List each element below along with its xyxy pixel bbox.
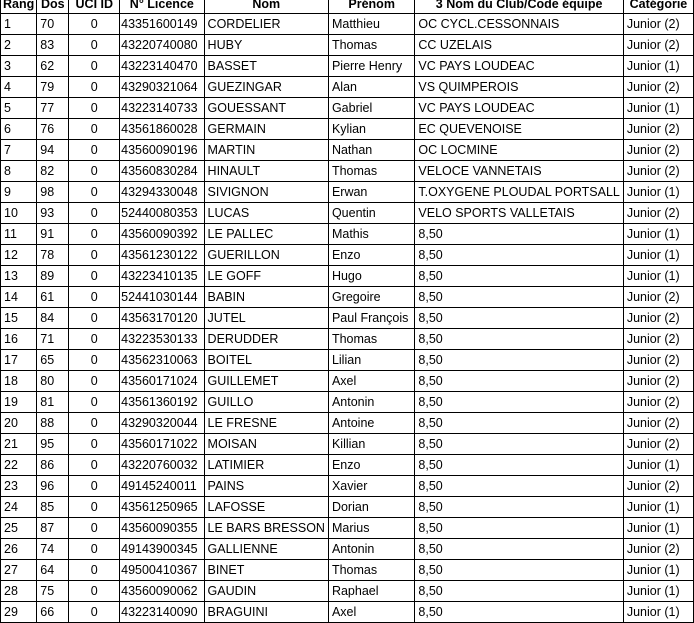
cell-nom: LE BARS BRESSON: [204, 518, 328, 539]
cell-dos: 77: [37, 98, 69, 119]
cell-club: 8,50: [415, 371, 623, 392]
cell-licence: 43562310063: [120, 350, 204, 371]
cell-prenom: Axel: [328, 371, 414, 392]
cell-rang: 7: [1, 140, 37, 161]
cell-nom: LAFOSSE: [204, 497, 328, 518]
cell-rang: 27: [1, 560, 37, 581]
cell-dos: 78: [37, 245, 69, 266]
cell-categorie: Junior (1): [623, 602, 693, 623]
cell-categorie: Junior (1): [623, 455, 693, 476]
cell-club: 8,50: [415, 413, 623, 434]
cell-uci-id: 0: [69, 455, 120, 476]
cell-prenom: Antonin: [328, 392, 414, 413]
cell-prenom: Axel: [328, 602, 414, 623]
cell-prenom: Xavier: [328, 476, 414, 497]
header-uci-id: UCI ID: [69, 0, 120, 14]
table-row: [1, 329, 694, 350]
cell-club: 8,50: [415, 308, 623, 329]
cell-club: 8,50: [415, 245, 623, 266]
table-row: [1, 392, 694, 413]
cell-prenom: Killian: [328, 434, 414, 455]
header-dos: Dos: [37, 0, 69, 14]
cell-club: T.OXYGENE PLOUDAL PORTSALL: [415, 182, 623, 203]
cell-categorie: Junior (2): [623, 14, 693, 35]
cell-dos: 80: [37, 371, 69, 392]
cell-prenom: Marius: [328, 518, 414, 539]
cell-uci-id: 0: [69, 392, 120, 413]
cell-nom: GUERILLON: [204, 245, 328, 266]
cell-licence: 52441030144: [120, 287, 204, 308]
cell-uci-id: 0: [69, 413, 120, 434]
cell-nom: HINAULT: [204, 161, 328, 182]
cell-nom: MOISAN: [204, 434, 328, 455]
table-row: [1, 539, 694, 560]
cell-uci-id: 0: [69, 14, 120, 35]
cell-prenom: Mathis: [328, 224, 414, 245]
cell-club: 8,50: [415, 434, 623, 455]
cell-nom: GUILLEMET: [204, 371, 328, 392]
cell-categorie: Junior (1): [623, 245, 693, 266]
cell-licence: 43561230122: [120, 245, 204, 266]
table-row: [1, 287, 694, 308]
cell-categorie: Junior (1): [623, 497, 693, 518]
cell-club: CC UZELAIS: [415, 35, 623, 56]
cell-nom: LUCAS: [204, 203, 328, 224]
cell-rang: 10: [1, 203, 37, 224]
cell-rang: 4: [1, 77, 37, 98]
cell-dos: 85: [37, 497, 69, 518]
cell-categorie: Junior (2): [623, 539, 693, 560]
cell-uci-id: 0: [69, 350, 120, 371]
table-row: [1, 350, 694, 371]
cell-licence: 43290321064: [120, 77, 204, 98]
cell-licence: 43220760032: [120, 455, 204, 476]
cell-uci-id: 0: [69, 203, 120, 224]
cell-dos: 66: [37, 602, 69, 623]
cell-rang: 29: [1, 602, 37, 623]
table-row: [1, 308, 694, 329]
cell-categorie: Junior (2): [623, 35, 693, 56]
cell-prenom: Hugo: [328, 266, 414, 287]
cell-rang: 21: [1, 434, 37, 455]
table-row: [1, 140, 694, 161]
cell-prenom: Enzo: [328, 455, 414, 476]
table-row: [1, 560, 694, 581]
cell-club: 8,50: [415, 581, 623, 602]
cell-licence: 43560830284: [120, 161, 204, 182]
table-row: [1, 413, 694, 434]
cell-licence: 49143900345: [120, 539, 204, 560]
cell-nom: GALLIENNE: [204, 539, 328, 560]
cell-nom: BRAGUINI: [204, 602, 328, 623]
table-row: [1, 371, 694, 392]
cell-nom: GUEZINGAR: [204, 77, 328, 98]
cell-prenom: Gabriel: [328, 98, 414, 119]
cell-categorie: Junior (2): [623, 203, 693, 224]
cell-rang: 28: [1, 581, 37, 602]
table-row: [1, 245, 694, 266]
cell-categorie: Junior (2): [623, 350, 693, 371]
cell-rang: 1: [1, 14, 37, 35]
cell-rang: 5: [1, 98, 37, 119]
cell-nom: SIVIGNON: [204, 182, 328, 203]
cell-club: 8,50: [415, 392, 623, 413]
cell-rang: 26: [1, 539, 37, 560]
header-rang: Rang: [1, 0, 37, 14]
cell-dos: 76: [37, 119, 69, 140]
cell-rang: 8: [1, 161, 37, 182]
cell-club: VC PAYS LOUDEAC: [415, 98, 623, 119]
cell-categorie: Junior (1): [623, 518, 693, 539]
cell-dos: 65: [37, 350, 69, 371]
cell-club: 8,50: [415, 497, 623, 518]
cell-dos: 81: [37, 392, 69, 413]
cell-dos: 62: [37, 56, 69, 77]
cell-nom: GUILLO: [204, 392, 328, 413]
cell-rang: 20: [1, 413, 37, 434]
table-row: [1, 56, 694, 77]
table-row: [1, 518, 694, 539]
cell-uci-id: 0: [69, 161, 120, 182]
cell-nom: LE FRESNE: [204, 413, 328, 434]
cell-licence: 52440080353: [120, 203, 204, 224]
cell-nom: BASSET: [204, 56, 328, 77]
cell-categorie: Junior (1): [623, 581, 693, 602]
table-body: [1, 14, 694, 623]
cell-licence: 43561360192: [120, 392, 204, 413]
table-row: [1, 497, 694, 518]
cell-dos: 84: [37, 308, 69, 329]
cell-prenom: Erwan: [328, 182, 414, 203]
cell-nom: LE GOFF: [204, 266, 328, 287]
cell-club: 8,50: [415, 602, 623, 623]
cell-prenom: Nathan: [328, 140, 414, 161]
header-club: 3 Nom du Club/Code équipe: [415, 0, 623, 14]
cell-club: VS QUIMPEROIS: [415, 77, 623, 98]
cell-licence: 43220740080: [120, 35, 204, 56]
cell-categorie: Junior (2): [623, 77, 693, 98]
cell-uci-id: 0: [69, 98, 120, 119]
cell-licence: 43223410135: [120, 266, 204, 287]
cell-uci-id: 0: [69, 308, 120, 329]
cell-uci-id: 0: [69, 371, 120, 392]
table-row: [1, 161, 694, 182]
cell-categorie: Junior (1): [623, 56, 693, 77]
cell-uci-id: 0: [69, 497, 120, 518]
table-row: [1, 581, 694, 602]
cell-categorie: Junior (2): [623, 434, 693, 455]
cell-prenom: Thomas: [328, 329, 414, 350]
cell-licence: 43560171024: [120, 371, 204, 392]
cell-rang: 3: [1, 56, 37, 77]
cell-rang: 9: [1, 182, 37, 203]
cell-categorie: Junior (2): [623, 392, 693, 413]
cell-licence: 43223530133: [120, 329, 204, 350]
cell-rang: 18: [1, 371, 37, 392]
header-nom: Nom: [204, 0, 328, 14]
cell-licence: 43560171022: [120, 434, 204, 455]
cell-uci-id: 0: [69, 539, 120, 560]
cell-licence: 43560090196: [120, 140, 204, 161]
cell-nom: HUBY: [204, 35, 328, 56]
cell-uci-id: 0: [69, 56, 120, 77]
cell-categorie: Junior (1): [623, 560, 693, 581]
cell-licence: 43223140733: [120, 98, 204, 119]
cell-uci-id: 0: [69, 518, 120, 539]
cell-uci-id: 0: [69, 182, 120, 203]
cell-categorie: Junior (2): [623, 476, 693, 497]
cell-categorie: Junior (2): [623, 371, 693, 392]
cell-dos: 64: [37, 560, 69, 581]
cell-prenom: Enzo: [328, 245, 414, 266]
cell-nom: LE PALLEC: [204, 224, 328, 245]
cell-licence: 43560090392: [120, 224, 204, 245]
cell-categorie: Junior (2): [623, 329, 693, 350]
cell-uci-id: 0: [69, 434, 120, 455]
cell-uci-id: 0: [69, 119, 120, 140]
cell-nom: BABIN: [204, 287, 328, 308]
cell-prenom: Antoine: [328, 413, 414, 434]
cell-club: OC LOCMINE: [415, 140, 623, 161]
cell-nom: BOITEL: [204, 350, 328, 371]
cell-prenom: Pierre Henry: [328, 56, 414, 77]
cell-rang: 14: [1, 287, 37, 308]
cell-club: VELOCE VANNETAIS: [415, 161, 623, 182]
cell-club: 8,50: [415, 350, 623, 371]
table-row: [1, 266, 694, 287]
header-row: [1, 0, 694, 14]
cell-categorie: Junior (2): [623, 308, 693, 329]
cell-dos: 94: [37, 140, 69, 161]
table-row: [1, 98, 694, 119]
cell-club: 8,50: [415, 518, 623, 539]
cell-rang: 15: [1, 308, 37, 329]
table-row: [1, 476, 694, 497]
cell-dos: 71: [37, 329, 69, 350]
cell-prenom: Gregoire: [328, 287, 414, 308]
cell-dos: 93: [37, 203, 69, 224]
cell-prenom: Paul François: [328, 308, 414, 329]
cell-categorie: Junior (2): [623, 119, 693, 140]
cell-nom: DERUDDER: [204, 329, 328, 350]
cell-dos: 75: [37, 581, 69, 602]
cell-dos: 79: [37, 77, 69, 98]
cell-licence: 43560090062: [120, 581, 204, 602]
cell-nom: GOUESSANT: [204, 98, 328, 119]
cell-club: EC QUEVENOISE: [415, 119, 623, 140]
cell-uci-id: 0: [69, 329, 120, 350]
cell-dos: 96: [37, 476, 69, 497]
cell-rang: 25: [1, 518, 37, 539]
cell-uci-id: 0: [69, 266, 120, 287]
cell-categorie: Junior (1): [623, 266, 693, 287]
cell-nom: CORDELIER: [204, 14, 328, 35]
cell-rang: 23: [1, 476, 37, 497]
cell-licence: 49145240011: [120, 476, 204, 497]
cell-licence: 43563170120: [120, 308, 204, 329]
cell-rang: 13: [1, 266, 37, 287]
cell-dos: 82: [37, 161, 69, 182]
cell-dos: 61: [37, 287, 69, 308]
cell-club: 8,50: [415, 329, 623, 350]
cell-club: 8,50: [415, 266, 623, 287]
cell-uci-id: 0: [69, 581, 120, 602]
cell-nom: MARTIN: [204, 140, 328, 161]
cell-licence: 43290320044: [120, 413, 204, 434]
cell-uci-id: 0: [69, 77, 120, 98]
cell-dos: 98: [37, 182, 69, 203]
cell-club: VELO SPORTS VALLETAIS: [415, 203, 623, 224]
table-row: [1, 77, 694, 98]
cell-categorie: Junior (1): [623, 224, 693, 245]
cell-uci-id: 0: [69, 224, 120, 245]
cell-uci-id: 0: [69, 602, 120, 623]
cell-licence: 49500410367: [120, 560, 204, 581]
cell-club: VC PAYS LOUDEAC: [415, 56, 623, 77]
cell-licence: 43561250965: [120, 497, 204, 518]
cell-prenom: Matthieu: [328, 14, 414, 35]
cell-dos: 89: [37, 266, 69, 287]
cell-licence: 43561860028: [120, 119, 204, 140]
cell-licence: 43223140470: [120, 56, 204, 77]
cell-prenom: Lilian: [328, 350, 414, 371]
table-row: [1, 14, 694, 35]
cell-uci-id: 0: [69, 245, 120, 266]
cell-prenom: Raphael: [328, 581, 414, 602]
cell-club: 8,50: [415, 476, 623, 497]
cell-nom: LATIMIER: [204, 455, 328, 476]
table-row: [1, 119, 694, 140]
header-categorie: Catégorie: [623, 0, 693, 14]
cell-prenom: Antonin: [328, 539, 414, 560]
cell-prenom: Thomas: [328, 560, 414, 581]
cell-club: 8,50: [415, 287, 623, 308]
cell-nom: PAINS: [204, 476, 328, 497]
cell-categorie: Junior (2): [623, 140, 693, 161]
cell-rang: 11: [1, 224, 37, 245]
cell-dos: 95: [37, 434, 69, 455]
table-row: [1, 455, 694, 476]
cell-rang: 16: [1, 329, 37, 350]
cell-rang: 22: [1, 455, 37, 476]
table-row: [1, 35, 694, 56]
cell-prenom: Quentin: [328, 203, 414, 224]
cell-rang: 19: [1, 392, 37, 413]
table-row: [1, 602, 694, 623]
cell-club: 8,50: [415, 455, 623, 476]
header-licence: N° Licence: [120, 0, 204, 14]
cell-uci-id: 0: [69, 560, 120, 581]
table-row: [1, 182, 694, 203]
cell-dos: 70: [37, 14, 69, 35]
cell-rang: 17: [1, 350, 37, 371]
cell-prenom: Kylian: [328, 119, 414, 140]
cell-prenom: Thomas: [328, 35, 414, 56]
cell-rang: 12: [1, 245, 37, 266]
cell-licence: 43351600149: [120, 14, 204, 35]
cell-rang: 24: [1, 497, 37, 518]
header-prenom: Prénom: [328, 0, 414, 14]
cell-uci-id: 0: [69, 476, 120, 497]
cell-dos: 87: [37, 518, 69, 539]
cell-rang: 6: [1, 119, 37, 140]
table-row: [1, 224, 694, 245]
cell-prenom: Dorian: [328, 497, 414, 518]
cell-club: 8,50: [415, 539, 623, 560]
cell-club: 8,50: [415, 560, 623, 581]
cell-categorie: Junior (2): [623, 161, 693, 182]
cell-dos: 86: [37, 455, 69, 476]
cell-nom: JUTEL: [204, 308, 328, 329]
cell-club: 8,50: [415, 224, 623, 245]
table-row: [1, 434, 694, 455]
cell-dos: 74: [37, 539, 69, 560]
cell-licence: 43223140090: [120, 602, 204, 623]
cell-nom: GERMAIN: [204, 119, 328, 140]
cell-dos: 88: [37, 413, 69, 434]
cell-uci-id: 0: [69, 287, 120, 308]
cell-categorie: Junior (1): [623, 182, 693, 203]
table-row: [1, 203, 694, 224]
cell-categorie: Junior (2): [623, 413, 693, 434]
cell-club: OC CYCL.CESSONNAIS: [415, 14, 623, 35]
cell-dos: 91: [37, 224, 69, 245]
cell-licence: 43560090355: [120, 518, 204, 539]
cell-licence: 43294330048: [120, 182, 204, 203]
cell-uci-id: 0: [69, 35, 120, 56]
cell-nom: GAUDIN: [204, 581, 328, 602]
cell-prenom: Thomas: [328, 161, 414, 182]
cell-categorie: Junior (1): [623, 98, 693, 119]
cell-nom: BINET: [204, 560, 328, 581]
cell-prenom: Alan: [328, 77, 414, 98]
cell-categorie: Junior (2): [623, 287, 693, 308]
cell-rang: 2: [1, 35, 37, 56]
cell-dos: 83: [37, 35, 69, 56]
cell-uci-id: 0: [69, 140, 120, 161]
